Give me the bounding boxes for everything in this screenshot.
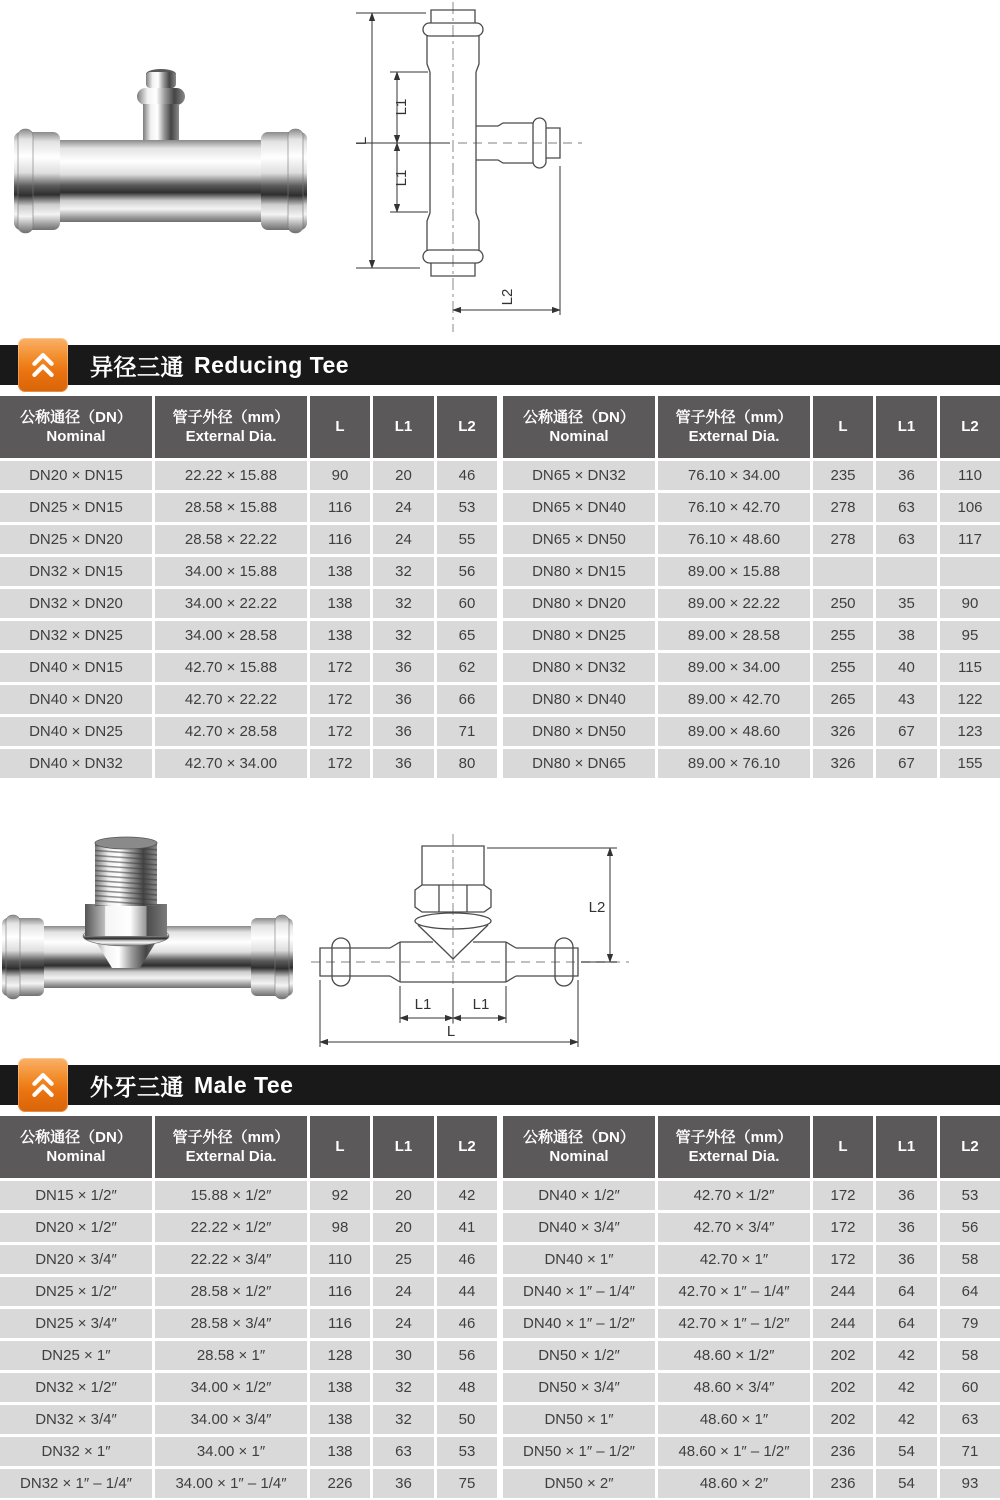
cell-l: 236	[813, 1437, 873, 1466]
cell-l2: 65	[437, 621, 497, 650]
cell-l2: 56	[437, 557, 497, 586]
cell-external-dia: 28.58 × 3/4″	[155, 1309, 307, 1338]
cell-l2: 66	[437, 685, 497, 714]
cell-external-dia: 42.70 × 1″	[658, 1245, 810, 1274]
section-title-en: Male Tee	[194, 1071, 294, 1098]
cell-l1: 25	[373, 1245, 434, 1274]
cell-nominal: DN25 × 3/4″	[0, 1309, 152, 1338]
section-banner-male-tee	[0, 1065, 1000, 1105]
cell-nominal: DN25 × DN15	[0, 493, 152, 522]
cell-l1: 24	[373, 493, 434, 522]
cell-l1: 20	[373, 1213, 434, 1242]
cell-l2: 79	[940, 1309, 1000, 1338]
cell-l1: 32	[373, 1373, 434, 1402]
cell-l1: 24	[373, 1277, 434, 1306]
cell-nominal: DN50 × 3/4″	[503, 1373, 655, 1402]
cell-external-dia: 42.70 × 1″ – 1/2″	[658, 1309, 810, 1338]
cell-l: 278	[813, 525, 873, 554]
col-header-l2: L2	[437, 396, 497, 458]
cell-l1: 36	[373, 685, 434, 714]
male-tee-drawing	[305, 828, 635, 1058]
cell-l2: 106	[940, 493, 1000, 522]
cell-nominal: DN65 × DN32	[503, 461, 655, 490]
cell-l1: 36	[876, 1213, 937, 1242]
cell-nominal: DN15 × 1/2″	[0, 1181, 152, 1210]
cell-external-dia: 34.00 × 1″ – 1/4″	[155, 1469, 307, 1498]
cell-l2: 46	[437, 461, 497, 490]
cell-l: 116	[310, 525, 370, 554]
cell-l: 278	[813, 493, 873, 522]
cell-l2: 64	[940, 1277, 1000, 1306]
cell-l: 172	[310, 717, 370, 746]
cell-l1: 42	[876, 1373, 937, 1402]
cell-l: 138	[310, 621, 370, 650]
cell-l1: 36	[373, 653, 434, 682]
cell-l1: 67	[876, 717, 937, 746]
cell-nominal: DN80 × DN40	[503, 685, 655, 714]
dim-label-l1: L1	[393, 98, 410, 116]
cell-nominal: DN20 × 3/4″	[0, 1245, 152, 1274]
cell-external-dia: 42.70 × 28.58	[155, 717, 307, 746]
male-tee-table-right	[503, 1116, 1000, 1498]
cell-l: 116	[310, 493, 370, 522]
male-tee-table-left	[0, 1116, 497, 1498]
cell-nominal: DN40 × 1/2″	[503, 1181, 655, 1210]
section-title-en: Reducing Tee	[194, 351, 350, 378]
cell-l2: 71	[437, 717, 497, 746]
cell-l: 265	[813, 685, 873, 714]
cell-l: 172	[813, 1181, 873, 1210]
reducing-tee-table-right	[503, 396, 1000, 778]
cell-external-dia: 89.00 × 28.58	[658, 621, 810, 650]
cell-nominal: DN80 × DN32	[503, 653, 655, 682]
cell-l: 138	[310, 1405, 370, 1434]
cell-l1: 36	[373, 1469, 434, 1498]
cell-l2: 71	[940, 1437, 1000, 1466]
cell-nominal: DN32 × DN15	[0, 557, 152, 586]
cell-nominal: DN20 × 1/2″	[0, 1213, 152, 1242]
dim-label-l2: L2	[588, 899, 606, 916]
cell-nominal: DN32 × 3/4″	[0, 1405, 152, 1434]
cell-l2: 62	[437, 653, 497, 682]
cell-l2: 53	[437, 1437, 497, 1466]
cell-l2: 56	[940, 1213, 1000, 1242]
cell-l2: 41	[437, 1213, 497, 1242]
cell-l: 236	[813, 1469, 873, 1498]
cell-l1: 32	[373, 621, 434, 650]
cell-external-dia: 89.00 × 34.00	[658, 653, 810, 682]
cell-l2: 48	[437, 1373, 497, 1402]
cell-l1: 24	[373, 525, 434, 554]
cell-l: 138	[310, 589, 370, 618]
cell-l2: 56	[437, 1341, 497, 1370]
cell-l2: 93	[940, 1469, 1000, 1498]
cell-l1: 64	[876, 1309, 937, 1338]
cell-l2: 58	[940, 1341, 1000, 1370]
cell-l: 226	[310, 1469, 370, 1498]
cell-l2: 123	[940, 717, 1000, 746]
cell-l2: 44	[437, 1277, 497, 1306]
cell-l2: 60	[437, 589, 497, 618]
cell-external-dia: 22.22 × 3/4″	[155, 1245, 307, 1274]
cell-nominal: DN80 × DN65	[503, 749, 655, 778]
cell-external-dia: 48.60 × 1″	[658, 1405, 810, 1434]
cell-nominal: DN65 × DN50	[503, 525, 655, 554]
cell-external-dia: 15.88 × 1/2″	[155, 1181, 307, 1210]
cell-l: 326	[813, 717, 873, 746]
cell-l: 110	[310, 1245, 370, 1274]
cell-l1: 36	[373, 717, 434, 746]
reducing-tee-table	[0, 396, 1000, 778]
dim-label-l: L	[353, 136, 370, 146]
cell-nominal: DN40 × 1″ – 1/4″	[503, 1277, 655, 1306]
cell-nominal: DN32 × 1″	[0, 1437, 152, 1466]
cell-l1: 36	[876, 1181, 937, 1210]
dim-label-l1: L1	[472, 996, 490, 1013]
cell-external-dia: 34.00 × 3/4″	[155, 1405, 307, 1434]
cell-external-dia: 89.00 × 42.70	[658, 685, 810, 714]
cell-external-dia: 34.00 × 22.22	[155, 589, 307, 618]
cell-l1	[876, 557, 937, 586]
cell-external-dia: 48.60 × 1″ – 1/2″	[658, 1437, 810, 1466]
cell-l1: 42	[876, 1341, 937, 1370]
cell-l2: 58	[940, 1245, 1000, 1274]
cell-l1: 20	[373, 461, 434, 490]
cell-nominal: DN25 × 1″	[0, 1341, 152, 1370]
cell-external-dia: 42.70 × 34.00	[155, 749, 307, 778]
cell-external-dia: 22.22 × 15.88	[155, 461, 307, 490]
col-header-l2: L2	[940, 396, 1000, 458]
cell-l: 202	[813, 1341, 873, 1370]
col-header-nominal: 公称通径（DN） Nominal	[0, 396, 152, 458]
cell-nominal: DN40 × DN20	[0, 685, 152, 714]
cell-external-dia: 34.00 × 15.88	[155, 557, 307, 586]
cell-nominal: DN50 × 1/2″	[503, 1341, 655, 1370]
cell-nominal: DN40 × DN32	[0, 749, 152, 778]
col-header-l2: L2	[437, 1116, 497, 1178]
cell-l: 92	[310, 1181, 370, 1210]
section-title	[90, 345, 349, 385]
cell-external-dia: 42.70 × 22.22	[155, 685, 307, 714]
cell-external-dia: 48.60 × 3/4″	[658, 1373, 810, 1402]
cell-external-dia: 89.00 × 48.60	[658, 717, 810, 746]
reducing-tee-table-left	[0, 396, 497, 778]
section-title	[90, 1065, 293, 1105]
cell-l1: 36	[876, 1245, 937, 1274]
cell-l1: 64	[876, 1277, 937, 1306]
section-tab	[18, 1058, 68, 1112]
cell-l: 138	[310, 557, 370, 586]
cell-l: 250	[813, 589, 873, 618]
cell-external-dia: 76.10 × 42.70	[658, 493, 810, 522]
cell-external-dia: 42.70 × 3/4″	[658, 1213, 810, 1242]
cell-l1: 32	[373, 1405, 434, 1434]
cell-external-dia: 28.58 × 22.22	[155, 525, 307, 554]
cell-l1: 54	[876, 1469, 937, 1498]
section-title-zh: 外牙三通	[90, 1073, 184, 1100]
cell-l: 235	[813, 461, 873, 490]
cell-l1: 63	[876, 525, 937, 554]
cell-l1: 54	[876, 1437, 937, 1466]
cell-l: 116	[310, 1309, 370, 1338]
cell-l2: 50	[437, 1405, 497, 1434]
cell-l2: 46	[437, 1309, 497, 1338]
dim-label-l1: L1	[414, 996, 432, 1013]
col-header-l2: L2	[940, 1116, 1000, 1178]
cell-l2: 53	[437, 493, 497, 522]
cell-l1: 36	[373, 749, 434, 778]
cell-l1: 38	[876, 621, 937, 650]
cell-l: 255	[813, 621, 873, 650]
section-title-zh: 异径三通	[90, 353, 184, 380]
cell-nominal: DN25 × 1/2″	[0, 1277, 152, 1306]
cell-nominal: DN20 × DN15	[0, 461, 152, 490]
cell-l2: 53	[940, 1181, 1000, 1210]
cell-nominal: DN80 × DN20	[503, 589, 655, 618]
cell-nominal: DN50 × 1″ – 1/2″	[503, 1437, 655, 1466]
reducing-tee-drawing	[340, 0, 600, 335]
cell-external-dia: 89.00 × 15.88	[658, 557, 810, 586]
cell-l2: 75	[437, 1469, 497, 1498]
cell-l2: 46	[437, 1245, 497, 1274]
cell-nominal: DN80 × DN15	[503, 557, 655, 586]
dim-label-l2: L2	[499, 288, 516, 306]
cell-nominal: DN40 × 1″ – 1/2″	[503, 1309, 655, 1338]
cell-nominal: DN40 × DN15	[0, 653, 152, 682]
col-header-l1: L1	[373, 396, 434, 458]
cell-external-dia: 34.00 × 1″	[155, 1437, 307, 1466]
col-header-l1: L1	[876, 396, 937, 458]
cell-external-dia: 48.60 × 2″	[658, 1469, 810, 1498]
cell-l1: 35	[876, 589, 937, 618]
cell-l1: 63	[373, 1437, 434, 1466]
cell-l: 172	[310, 749, 370, 778]
cell-l	[813, 557, 873, 586]
cell-external-dia: 42.70 × 15.88	[155, 653, 307, 682]
cell-external-dia: 42.70 × 1″ – 1/4″	[658, 1277, 810, 1306]
cell-l: 98	[310, 1213, 370, 1242]
dim-label-l1: L1	[393, 169, 410, 187]
col-header-l1: L1	[876, 1116, 937, 1178]
cell-nominal: DN32 × DN20	[0, 589, 152, 618]
col-header-l: L	[813, 1116, 873, 1178]
col-header-external-dia: 管子外径（mm） External Dia.	[155, 1116, 307, 1178]
cell-l2: 122	[940, 685, 1000, 714]
cell-l2: 90	[940, 589, 1000, 618]
cell-l2: 42	[437, 1181, 497, 1210]
cell-l2	[940, 557, 1000, 586]
cell-l2: 60	[940, 1373, 1000, 1402]
col-header-external-dia: 管子外径（mm） External Dia.	[658, 396, 810, 458]
cell-l: 116	[310, 1277, 370, 1306]
cell-external-dia: 34.00 × 28.58	[155, 621, 307, 650]
cell-l1: 24	[373, 1309, 434, 1338]
cell-external-dia: 22.22 × 1/2″	[155, 1213, 307, 1242]
col-header-l1: L1	[373, 1116, 434, 1178]
male-tee-table	[0, 1116, 1000, 1498]
col-header-nominal: 公称通径（DN） Nominal	[503, 396, 655, 458]
cell-l2: 110	[940, 461, 1000, 490]
cell-l1: 32	[373, 589, 434, 618]
cell-l: 138	[310, 1373, 370, 1402]
cell-nominal: DN25 × DN20	[0, 525, 152, 554]
cell-l: 172	[813, 1245, 873, 1274]
cell-l2: 80	[437, 749, 497, 778]
cell-external-dia: 34.00 × 1/2″	[155, 1373, 307, 1402]
cell-external-dia: 89.00 × 22.22	[658, 589, 810, 618]
cell-l: 172	[813, 1213, 873, 1242]
cell-l1: 63	[876, 493, 937, 522]
cell-nominal: DN50 × 1″	[503, 1405, 655, 1434]
cell-l1: 30	[373, 1341, 434, 1370]
cell-external-dia: 76.10 × 34.00	[658, 461, 810, 490]
cell-l: 255	[813, 653, 873, 682]
chevron-double-up-icon	[28, 349, 58, 381]
col-header-l: L	[310, 396, 370, 458]
cell-nominal: DN80 × DN50	[503, 717, 655, 746]
male-tee-photo	[0, 820, 295, 1032]
col-header-nominal: 公称通径（DN） Nominal	[503, 1116, 655, 1178]
cell-l1: 40	[876, 653, 937, 682]
cell-nominal: DN50 × 2″	[503, 1469, 655, 1498]
cell-external-dia: 76.10 × 48.60	[658, 525, 810, 554]
cell-l: 326	[813, 749, 873, 778]
section-banner-reducing-tee	[0, 345, 1000, 385]
cell-l: 202	[813, 1373, 873, 1402]
cell-l2: 117	[940, 525, 1000, 554]
dim-label-l: L	[446, 1023, 456, 1040]
cell-l1: 20	[373, 1181, 434, 1210]
cell-nominal: DN40 × 3/4″	[503, 1213, 655, 1242]
cell-l: 172	[310, 685, 370, 714]
cell-l1: 43	[876, 685, 937, 714]
chevron-double-up-icon	[28, 1069, 58, 1101]
col-header-external-dia: 管子外径（mm） External Dia.	[155, 396, 307, 458]
cell-external-dia: 48.60 × 1/2″	[658, 1341, 810, 1370]
cell-external-dia: 28.58 × 1″	[155, 1341, 307, 1370]
cell-l: 244	[813, 1309, 873, 1338]
col-header-nominal: 公称通径（DN） Nominal	[0, 1116, 152, 1178]
section-tab	[18, 338, 68, 392]
cell-nominal: DN32 × 1″ – 1/4″	[0, 1469, 152, 1498]
cell-l: 90	[310, 461, 370, 490]
cell-l2: 115	[940, 653, 1000, 682]
cell-l1: 42	[876, 1405, 937, 1434]
cell-external-dia: 28.58 × 1/2″	[155, 1277, 307, 1306]
cell-l1: 32	[373, 557, 434, 586]
cell-l1: 67	[876, 749, 937, 778]
col-header-l: L	[813, 396, 873, 458]
cell-nominal: DN40 × DN25	[0, 717, 152, 746]
reducing-tee-photo	[8, 62, 313, 280]
cell-l2: 55	[437, 525, 497, 554]
cell-external-dia: 89.00 × 76.10	[658, 749, 810, 778]
cell-external-dia: 28.58 × 15.88	[155, 493, 307, 522]
cell-nominal: DN32 × 1/2″	[0, 1373, 152, 1402]
cell-l: 202	[813, 1405, 873, 1434]
cell-l2: 95	[940, 621, 1000, 650]
cell-l2: 63	[940, 1405, 1000, 1434]
cell-nominal: DN65 × DN40	[503, 493, 655, 522]
cell-external-dia: 42.70 × 1/2″	[658, 1181, 810, 1210]
cell-nominal: DN32 × DN25	[0, 621, 152, 650]
cell-nominal: DN80 × DN25	[503, 621, 655, 650]
col-header-l: L	[310, 1116, 370, 1178]
cell-l: 244	[813, 1277, 873, 1306]
cell-l2: 155	[940, 749, 1000, 778]
cell-l: 172	[310, 653, 370, 682]
cell-l: 128	[310, 1341, 370, 1370]
cell-l1: 36	[876, 461, 937, 490]
cell-nominal: DN40 × 1″	[503, 1245, 655, 1274]
cell-l: 138	[310, 1437, 370, 1466]
col-header-external-dia: 管子外径（mm） External Dia.	[658, 1116, 810, 1178]
